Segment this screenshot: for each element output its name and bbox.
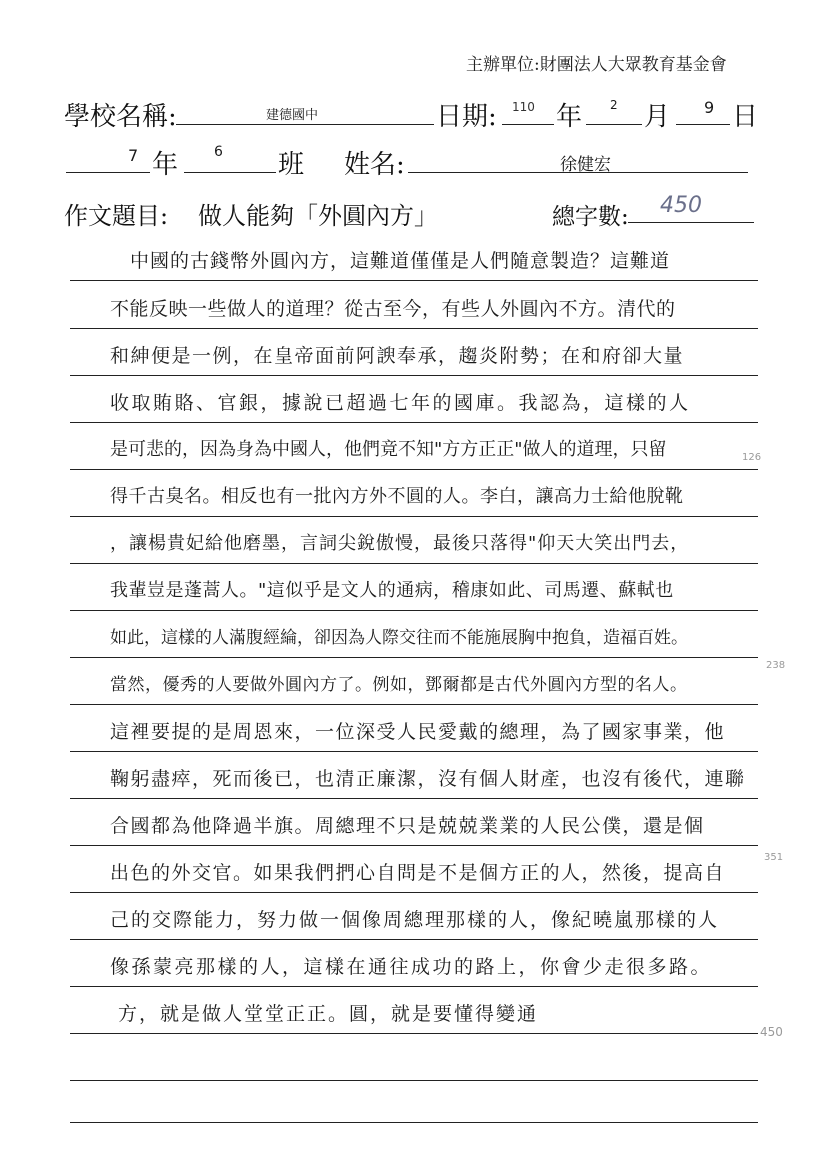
essay-rule xyxy=(70,280,758,281)
margin-count: 126 xyxy=(742,452,762,463)
essay-rule xyxy=(70,1033,758,1034)
essay-rule xyxy=(70,516,758,517)
year-label: 年 xyxy=(556,102,583,132)
sponsor-text: 主辦單位:財團法人大眾教育基金會 xyxy=(466,55,727,75)
school-underline xyxy=(176,124,434,125)
essay-rule xyxy=(70,751,758,752)
essay-line: 是可悲的，因為身為中國人，他們竟不知"方方正正"做人的道理，只留 xyxy=(110,439,667,460)
essay-rule xyxy=(70,422,758,423)
essay-rule xyxy=(70,892,758,893)
topic-label: 作文題目: xyxy=(64,202,169,230)
essay-line: 我輩豈是蓬蒿人。"這似乎是文人的通病，稽康如此、司馬遷、蘇軾也 xyxy=(110,580,674,601)
grade-underline xyxy=(66,172,150,173)
essay-line: 出色的外交官。如果我們捫心自問是不是個方正的人，然後，提高自 xyxy=(110,862,726,884)
essay-line: 和紳便是一例，在皇帝面前阿諛奉承，趨炎附勢；在和府卻大量 xyxy=(110,345,685,367)
essay-rule xyxy=(70,610,758,611)
essay-rule xyxy=(70,1122,758,1123)
wordcount-label: 總字數: xyxy=(552,204,629,230)
essay-rule xyxy=(70,563,758,564)
date-month-underline xyxy=(586,124,642,125)
essay-rule xyxy=(70,845,758,846)
date-day-underline xyxy=(676,124,730,125)
topic-value: 做人能夠「外圓內方」 xyxy=(198,202,438,230)
date-year-underline xyxy=(502,124,554,125)
essay-line: 合國都為他降過半旗。周總理不只是兢兢業業的人民公僕，還是個 xyxy=(110,815,705,837)
essay-rule xyxy=(70,986,758,987)
margin-count: 351 xyxy=(764,852,784,863)
day-label: 日 xyxy=(732,102,759,132)
class-underline xyxy=(184,172,276,173)
grade-label: 年 xyxy=(152,150,179,180)
school-value: 建德國中 xyxy=(266,108,319,123)
essay-rule xyxy=(70,704,758,705)
essay-rule xyxy=(70,328,758,329)
essay-line: ，讓楊貴妃給他磨墨，言詞尖銳傲慢，最後只落得"仰天大笑出門去， xyxy=(110,533,690,554)
essay-rule xyxy=(70,375,758,376)
essay-rule xyxy=(70,798,758,799)
name-value: 徐健宏 xyxy=(560,155,611,175)
essay-rule xyxy=(70,1080,758,1081)
essay-rule xyxy=(70,657,758,658)
essay-line: 得千古臭名。相反也有一批內方外不圓的人。李白，讓高力士給他脫靴 xyxy=(110,486,684,507)
essay-line: 這裡要提的是周恩來，一位深受人民愛戴的總理，為了國家事業，他 xyxy=(110,721,726,743)
essay-line: 當然，優秀的人要做外圓內方了。例如，鄧爾都是古代外圓內方型的名人。 xyxy=(110,675,688,695)
essay-line: 像孫蒙亮那樣的人，這樣在通往成功的路上，你會少走很多路。 xyxy=(110,956,713,978)
essay-line: 如此，這樣的人滿腹經綸，卻因為人際交往而不能施展胸中抱負，造福百姓。 xyxy=(110,628,688,648)
date-month-value: 2 xyxy=(610,98,618,112)
essay-line: 鞠躬盡瘁，死而後已，也清正廉潔，沒有個人財產，也沒有後代，連聯 xyxy=(110,768,746,790)
essay-line: 收取賄賂、官銀，據說已超過七年的國庫。我認為，這樣的人 xyxy=(110,392,691,414)
date-day-value: 9 xyxy=(704,98,715,117)
essay-line: 中國的古錢幣外圓內方，這難道僅僅是人們隨意製造？這難道 xyxy=(130,250,671,272)
school-label: 學校名稱: xyxy=(64,102,177,132)
month-label: 月 xyxy=(644,102,671,132)
essay-line: 不能反映一些做人的道理？從古至今，有些人外圓內不方。清代的 xyxy=(110,298,676,320)
date-label: 日期: xyxy=(436,102,497,132)
essay-rule xyxy=(70,939,758,940)
wordcount-underline xyxy=(628,222,754,223)
margin-count: 238 xyxy=(766,660,786,671)
margin-count: 450 xyxy=(760,1025,783,1039)
name-label: 姓名: xyxy=(344,150,405,180)
class-value: 6 xyxy=(214,144,223,160)
essay-line: 方，就是做人堂堂正正。圓，就是要懂得變通 xyxy=(118,1003,539,1025)
essay-rule xyxy=(70,469,758,470)
class-label: 班 xyxy=(278,150,305,180)
wordcount-value: 450 xyxy=(660,193,702,218)
grade-value: 7 xyxy=(128,146,139,165)
essay-line: 己的交際能力，努力做一個像周總理那樣的人，像紀曉嵐那樣的人 xyxy=(110,909,720,931)
date-year-value: 110 xyxy=(512,100,535,114)
